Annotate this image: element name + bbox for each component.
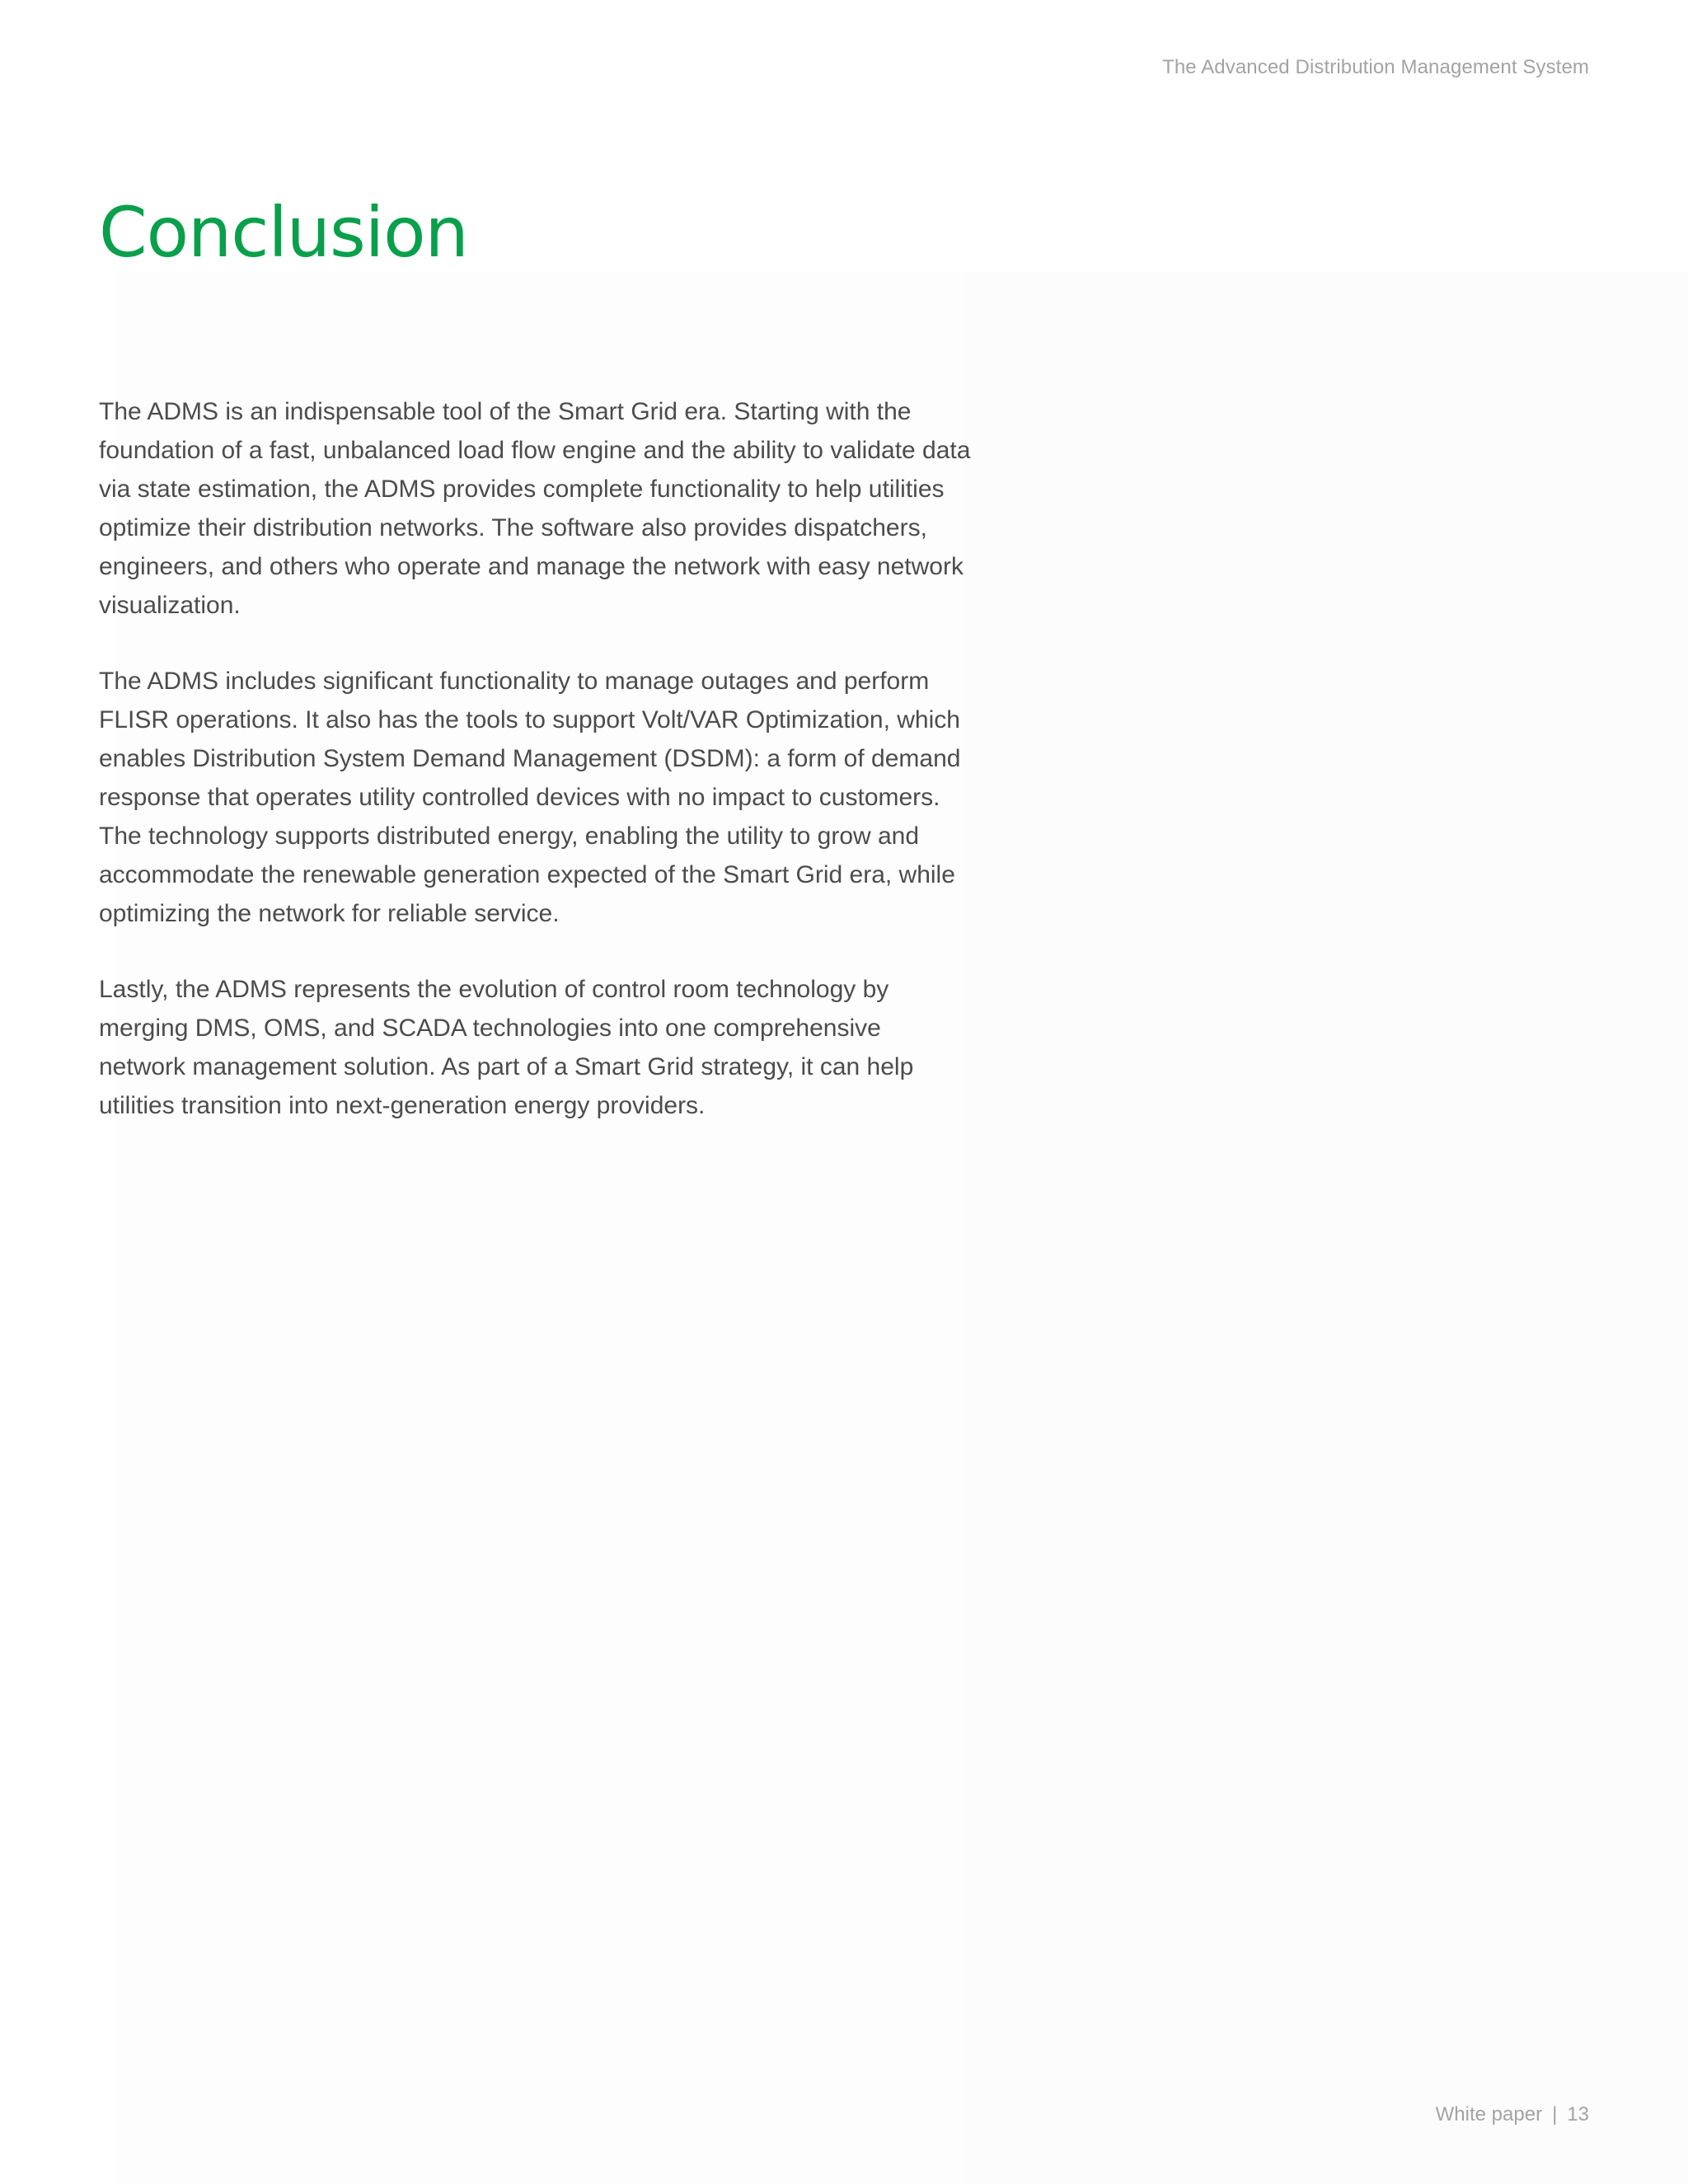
page-title: Conclusion bbox=[99, 192, 468, 273]
running-header: The Advanced Distribution Management System bbox=[1162, 56, 1589, 78]
body-paragraph-2: The ADMS includes significant functionality to manage outages and perform FLISR operations. It also has the tools to support Volt/VAR Optimization, which enables Distribution System Demand Management (DSDM): a form of demand response that operates utility controlled devices with no impact to customers. The technology supports distributed energy, enabling the utility to grow and accommodate the renewable generation expected of the Smart Grid era, while optimizing the network for reliable service. bbox=[99, 668, 961, 927]
body-copy bbox=[99, 392, 973, 1162]
body-paragraph-3: Lastly, the ADMS represents the evolution of control room technology by merging DMS, OMS, and SCADA technologies into one comprehensive network management solution. As part of a Smart Grid strategy, it can help utilities transition into next-generation energy providers. bbox=[99, 976, 914, 1119]
footer-label: White paper bbox=[1435, 2103, 1543, 2125]
body-paragraph-1: The ADMS is an indispensable tool of the Smart Grid era. Starting with the foundation of a fast, unbalanced load flow engine and the ability to validate data via state estimation, the ADMS provides complete functionality to help utilities optimize their distribution networks. The software also provides dispatchers, engineers, and others who operate and manage the network with easy network visualization. bbox=[99, 398, 971, 619]
page-background-right bbox=[964, 272, 1688, 2184]
footer-separator: | bbox=[1552, 2103, 1558, 2125]
page-footer bbox=[1436, 2103, 1589, 2126]
page-number: 13 bbox=[1567, 2103, 1589, 2125]
